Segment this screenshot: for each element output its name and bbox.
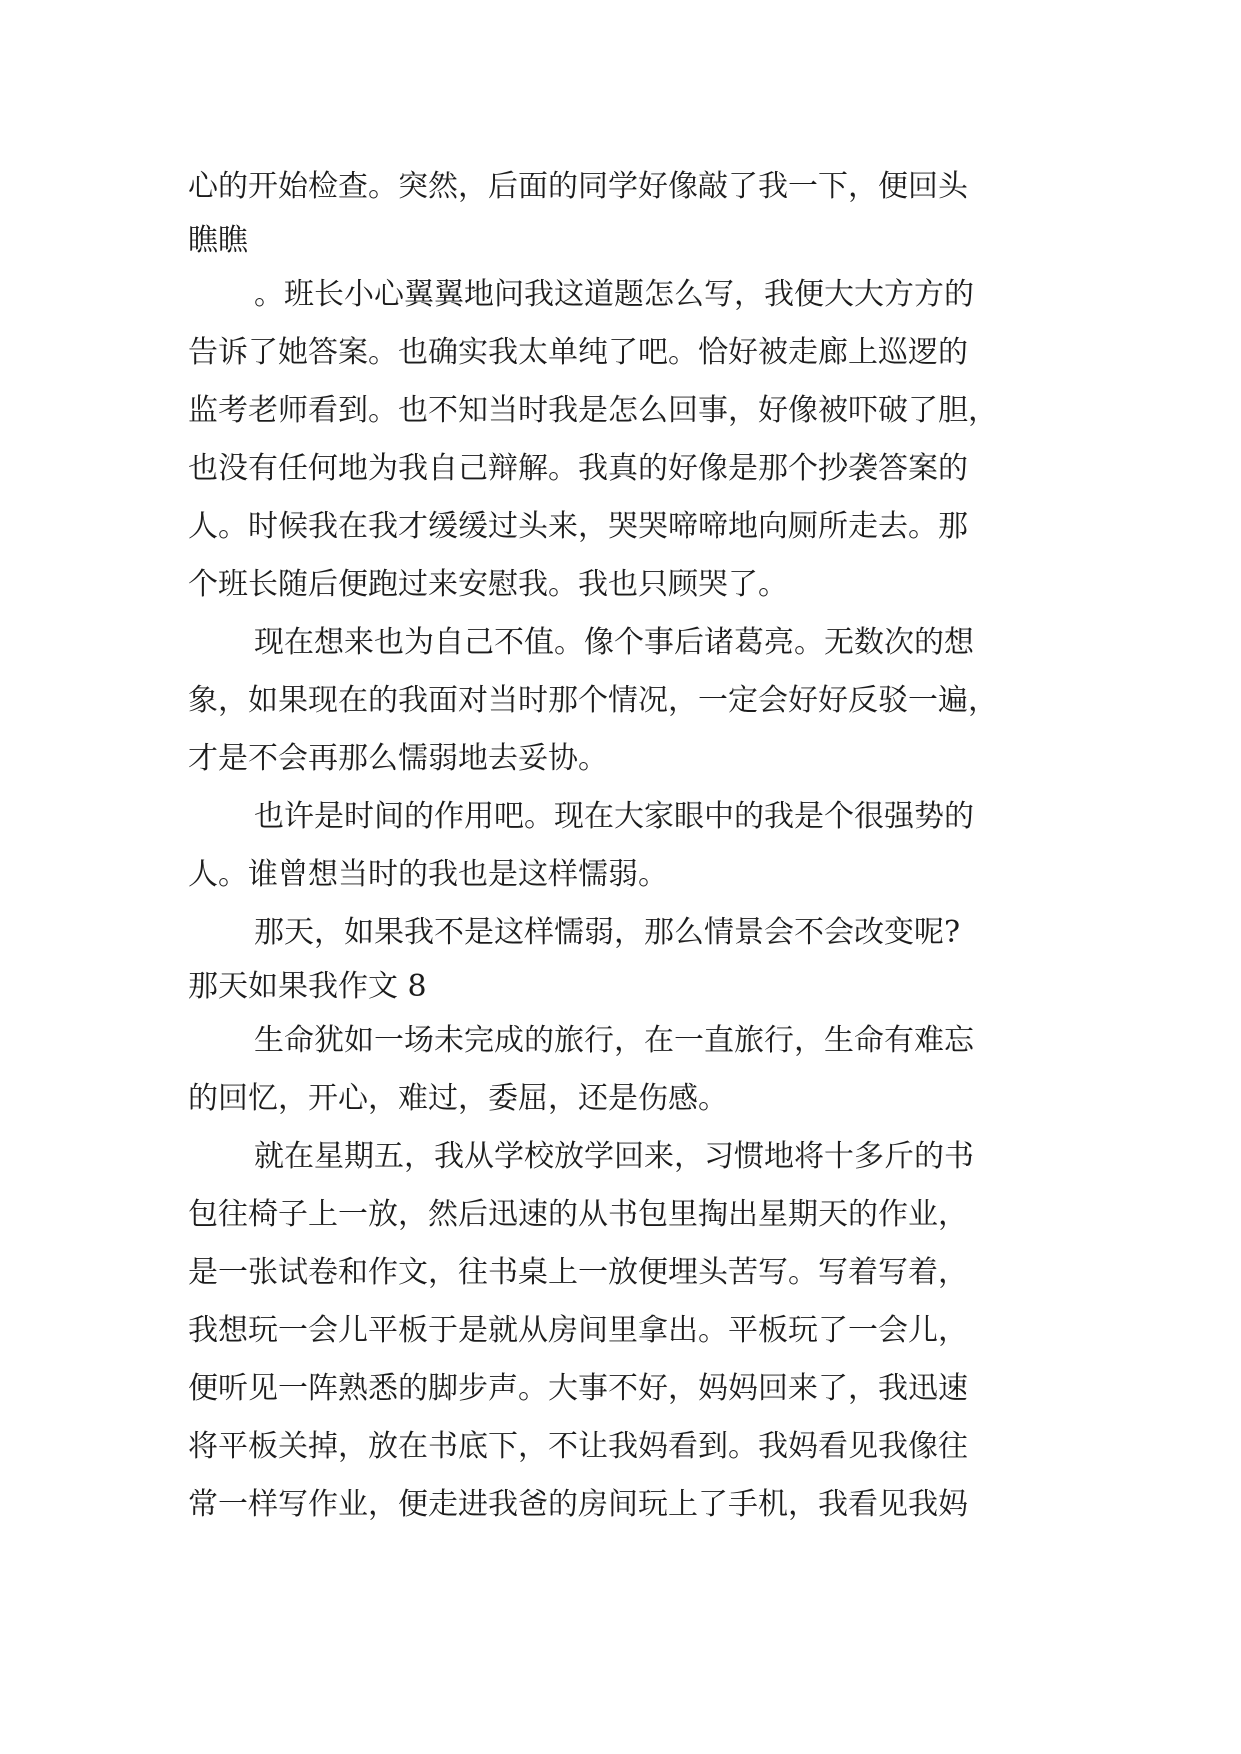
text-line: 的回忆，开心，难过，委屈，还是伤感。 (188, 1081, 728, 1116)
text-line: 包往椅子上一放，然后迅速的从书包里掏出星期天的作业， (188, 1197, 968, 1232)
paragraph-start-line: 生命犹如一场未完成的旅行，在一直旅行，生命有难忘 (254, 1023, 974, 1058)
paragraph-start-line: 现在想来也为自己不值。像个事后诸葛亮。无数次的想 (254, 625, 974, 660)
paragraph-start-line: 那天，如果我不是这样懦弱，那么情景会不会改变呢? (254, 915, 961, 950)
text-line: 象，如果现在的我面对当时那个情况，一定会好好反驳一遍， (188, 683, 998, 718)
section-heading: 那天如果我作文 8 (188, 969, 427, 1004)
body-text (188, 158, 1048, 1534)
text-line: 瞧瞧 (188, 223, 248, 258)
text-line: 我想玩一会儿平板于是就从房间里拿出。平板玩了一会儿， (188, 1313, 968, 1348)
text-line: 监考老师看到。也不知当时我是怎么回事，好像被吓破了胆， (188, 393, 998, 428)
paragraph-start-line: 也许是时间的作用吧。现在大家眼中的我是个很强势的 (254, 799, 974, 834)
text-line: 人。谁曾想当时的我也是这样懦弱。 (188, 857, 668, 892)
text-line: 才是不会再那么懦弱地去妥协。 (188, 741, 608, 776)
text-line: 心的开始检查。突然，后面的同学好像敲了我一下，便回头 (188, 169, 968, 204)
paragraph-start-line: 就在星期五，我从学校放学回来，习惯地将十多斤的书 (254, 1139, 974, 1174)
text-line: 人。时候我在我才缓缓过头来，哭哭啼啼地向厕所走去。那 (188, 509, 968, 544)
text-line: 个班长随后便跑过来安慰我。我也只顾哭了。 (188, 567, 788, 602)
text-line: 常一样写作业，便走进我爸的房间玩上了手机，我看见我妈 (188, 1487, 968, 1522)
text-line: 是一张试卷和作文，往书桌上一放便埋头苦写。写着写着， (188, 1255, 968, 1290)
text-line: 告诉了她答案。也确实我太单纯了吧。恰好被走廊上巡逻的 (188, 335, 968, 370)
text-line: 也没有任何地为我自己辩解。我真的好像是那个抄袭答案的 (188, 451, 968, 486)
text-line: 便听见一阵熟悉的脚步声。大事不好，妈妈回来了，我迅速 (188, 1371, 968, 1406)
text-line: 将平板关掉，放在书底下，不让我妈看到。我妈看见我像往 (188, 1429, 968, 1464)
paragraph-start-line: 。班长小心翼翼地问我这道题怎么写，我便大大方方的 (254, 277, 974, 312)
